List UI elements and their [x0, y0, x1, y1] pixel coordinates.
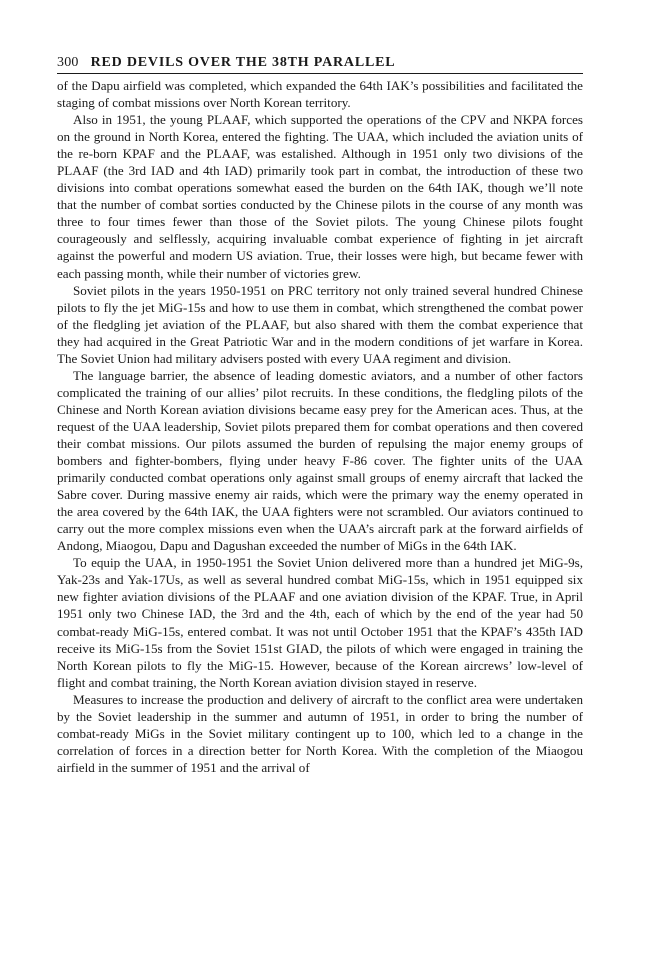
book-page — [57, 54, 583, 776]
body-text — [57, 77, 583, 776]
paragraph: Measures to increase the production and delivery of aircraft to the conflict area were undertaken by the Soviet leadership in the summer and autumn of 1951, in order to bring the number of combat-ready MiGs in the Soviet military contingent up to 100, which led to a change in the correlation of forces in a direction better for North Korea. With the completion of the Miaogou airfield in the summer of 1951 and the arrival of — [57, 691, 583, 775]
paragraph: Soviet pilots in the years 1950-1951 on PRC territory not only trained several hundred Chinese pilots to fly the jet MiG-15s and how to use them in combat, which strengthened the combat power of the fledgling jet aviation of the PLAAF, but also shared with them the combat experience that they had acquired in the Great Patriotic War and in the modern conditions of jet warfare in Korea. The Soviet Union had military advisers posted with every UAA regiment and division. — [57, 282, 583, 366]
paragraph-continued: of the Dapu airfield was completed, which expanded the 64th IAK’s possibilities and facilitated the staging of combat missions over North Korean territory. — [57, 78, 583, 111]
paragraph: To equip the UAA, in 1950-1951 the Soviet Union delivered more than a hundred jet MiG-9s, Yak-23s and Yak-17Us, as well as several hundred combat MiG-15s, which in 1951 equipped six new fighter aviation divisions of the PLAAF and one aviation division of the KPAF. True, in April 1951 only two Chinese IAD, the 3rd and the 4th, each of which by the end of the year had 50 combat-ready MiG-15s, entered combat. It was not until October 1951 that the KPAF’s 435th IAD receive its MiG-15s from the Soviet 151st GIAD, the pilots of which were engaged in training the North Korean pilots to fly the MiG-15. However, because of the Korean aircrews’ low-level of flight and combat training, the North Korean aviation division stayed in reserve. — [57, 555, 583, 690]
running-header — [57, 54, 583, 74]
running-title: RED DEVILS OVER THE 38TH PARALLEL — [90, 55, 396, 70]
page-number: 300 — [57, 55, 79, 70]
paragraph: Also in 1951, the young PLAAF, which supported the operations of the CPV and NKPA forces on the ground in North Korea, entered the fighting. The UAA, which included the aviation units of the re-born KPAF and the PLAAF, was estalished. Although in 1951 only two divisions of the PLAAF (the 3rd IAD and 4th IAD) primarily took part in combat, the introduction of these two divisions into combat operations somewhat eased the burden on the 64th IAK, though we’ll note that the number of combat sorties conducted by the Chinese pilots in the course of any month was three to four times fewer than those of the Soviet pilots. The young Chinese pilots fought courageously and selflessly, acquiring invaluable combat experience of fighting in jet aircraft against the powerful and modern US aviation. True, their losses were high, but became fewer with each passing month, while their number of victories grew. — [57, 112, 583, 281]
paragraph: The language barrier, the absence of leading domestic aviators, and a number of other factors complicated the training of our allies’ pilot recruits. In these conditions, the fledgling pilots of the Chinese and North Korean aviation divisions became easy prey for the American aces. Thus, at the request of the UAA leadership, Soviet pilots prepared them for combat operations and then covered their combat missions. Our pilots assumed the burden of repulsing the major enemy groups of bombers and fighter-bombers, flying under heavy F-86 cover. The fighter units of the UAA primarily conducted combat operations only against small groups of enemy aircraft that lacked the Sabre cover. During massive enemy air raids, which were the primary way the enemy operated in the area covered by the 64th IAK, the UAA fighters were not scrambled. Our aviators continued to carry out the more complex missions even when the UAA’s aircraft park at the forward airfields of Andong, Miaogou, Dapu and Dagushan exceeded the number of MiGs in the 64th IAK. — [57, 367, 583, 554]
